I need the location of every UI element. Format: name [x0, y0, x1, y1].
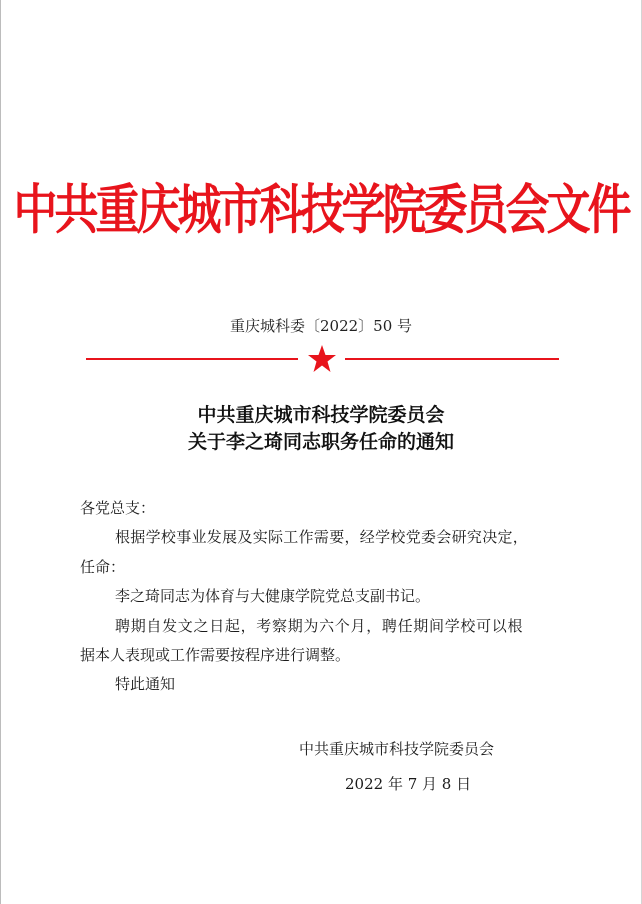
document-number: 重庆城科委〔2022〕50 号 [229, 317, 413, 335]
paragraph-appointment: 李之琦同志为体育与大健康学院党总支副书记。 [115, 587, 431, 605]
paragraph-term-line2: 据本人表现或工作需要按程序进行调整。 [80, 646, 351, 664]
star-icon [307, 344, 337, 374]
paragraph-decision-line2: 任命： [80, 558, 126, 576]
red-divider-right [345, 358, 559, 360]
paragraph-closing: 特此通知 [115, 675, 176, 693]
header-title: 中共重庆城市科技学院委员会文件 [13, 178, 629, 242]
salutation: 各党总支： [80, 499, 156, 517]
signature-date: 2022 年 7 月 8 日 [345, 775, 472, 793]
red-divider-left [86, 358, 298, 360]
document-title-line2: 关于李之琦同志职务任命的通知 [187, 431, 454, 453]
document-title-line1: 中共重庆城市科技学院委员会 [197, 404, 445, 426]
signature-organization: 中共重庆城市科技学院委员会 [299, 740, 495, 758]
paragraph-decision-line1: 根据学校事业发展及实际工作需要，经学校党委会研究决定， [115, 528, 529, 546]
document-title [0, 402, 642, 456]
paragraph-term-line1: 聘期自发文之日起，考察期为六个月，聘任期间学校可以根 [115, 617, 524, 635]
